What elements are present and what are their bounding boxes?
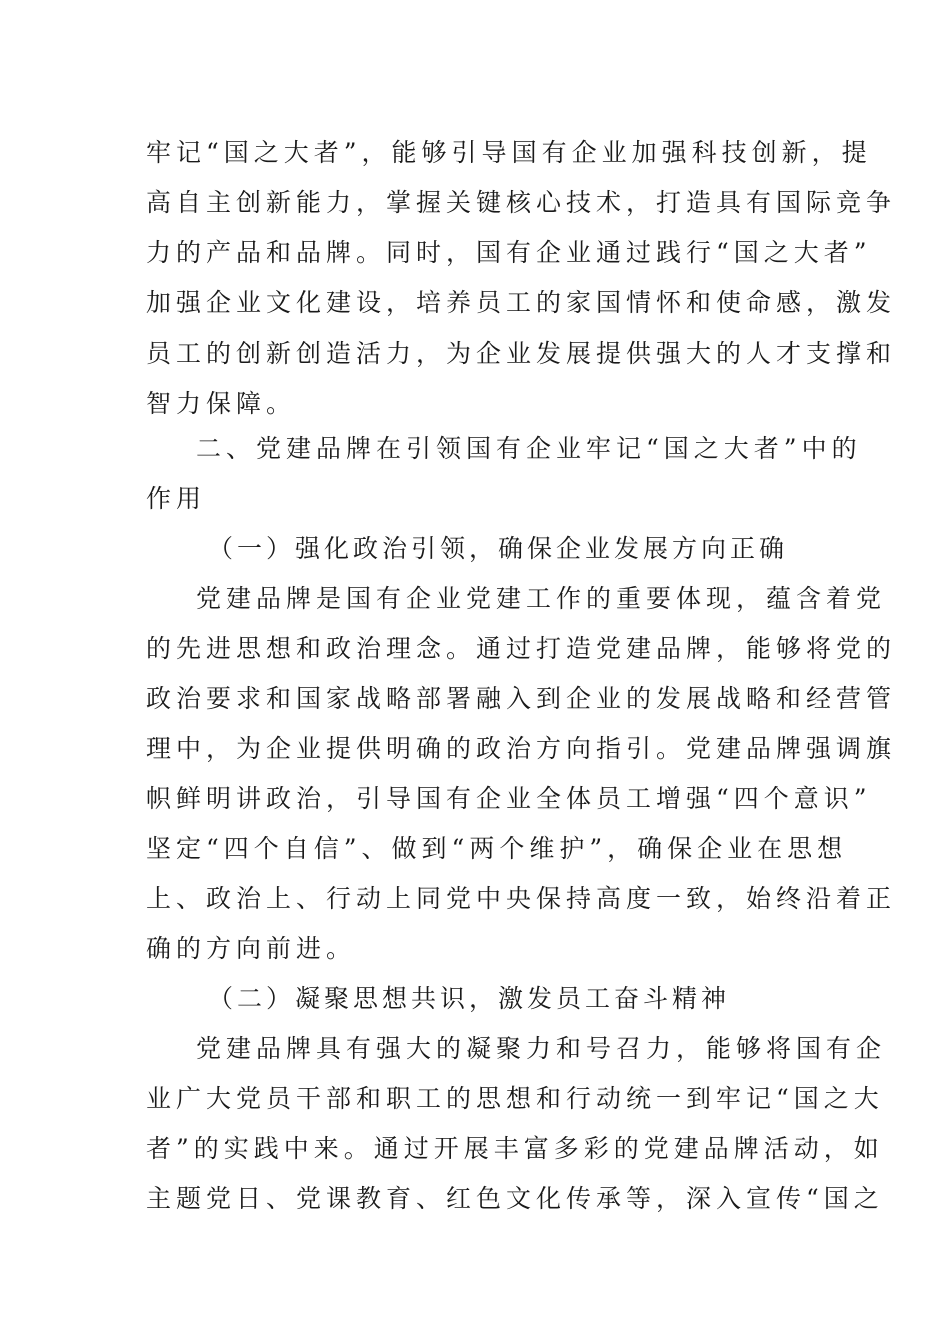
subsection-heading: （一）强化政治引领，确保企业发展方向正确	[208, 534, 789, 563]
text-line: 力的产品和品牌。同时，国有企业通过践行“国之大者”	[146, 238, 872, 267]
text-line: 党建品牌具有强大的凝聚力和号召力，能够将国有企	[196, 1034, 887, 1063]
subsection-heading: （二）凝聚思想共识，激发员工奋斗精神	[208, 984, 731, 1013]
text-line: 政治要求和国家战略部署融入到企业的发展战略和经营管	[146, 684, 897, 713]
text-line: 确的方向前进。	[146, 934, 357, 963]
text-line: 智力保障。	[146, 389, 297, 418]
text-line: 加强企业文化建设，培养员工的家国情怀和使命感，激发	[146, 288, 897, 317]
text-line: 者”的实践中来。通过开展丰富多彩的党建品牌活动，如	[146, 1134, 884, 1163]
text-line: 的先进思想和政治理念。通过打造党建品牌，能够将党的	[146, 634, 897, 663]
text-line: 帜鲜明讲政治，引导国有企业全体员工增强“四个意识”	[146, 784, 872, 813]
text-line: 理中，为企业提供明确的政治方向指引。党建品牌强调旗	[146, 734, 897, 763]
text-line: 上、政治上、行动上同党中央保持高度一致，始终沿着正	[146, 884, 897, 913]
text-line: 牢记“国之大者”，能够引导国有企业加强科技创新，提	[146, 138, 872, 167]
text-line: 高自主创新能力，掌握关键核心技术，打造具有国际竞争	[146, 188, 897, 217]
text-line: 业广大党员干部和职工的思想和行动统一到牢记“国之大	[146, 1084, 884, 1113]
section-heading-continued: 作用	[146, 484, 207, 513]
text-line: 党建品牌是国有企业党建工作的重要体现，蕴含着党	[196, 584, 887, 613]
section-heading: 二、党建品牌在引领国有企业牢记“国之大者”中的	[196, 434, 862, 463]
text-line: 员工的创新创造活力，为企业发展提供强大的人才支撑和	[146, 339, 897, 368]
text-line: 主题党日、党课教育、红色文化传承等，深入宣传“国之	[146, 1184, 884, 1213]
text-line: 坚定“四个自信”、做到“两个维护”，确保企业在思想	[146, 834, 848, 863]
